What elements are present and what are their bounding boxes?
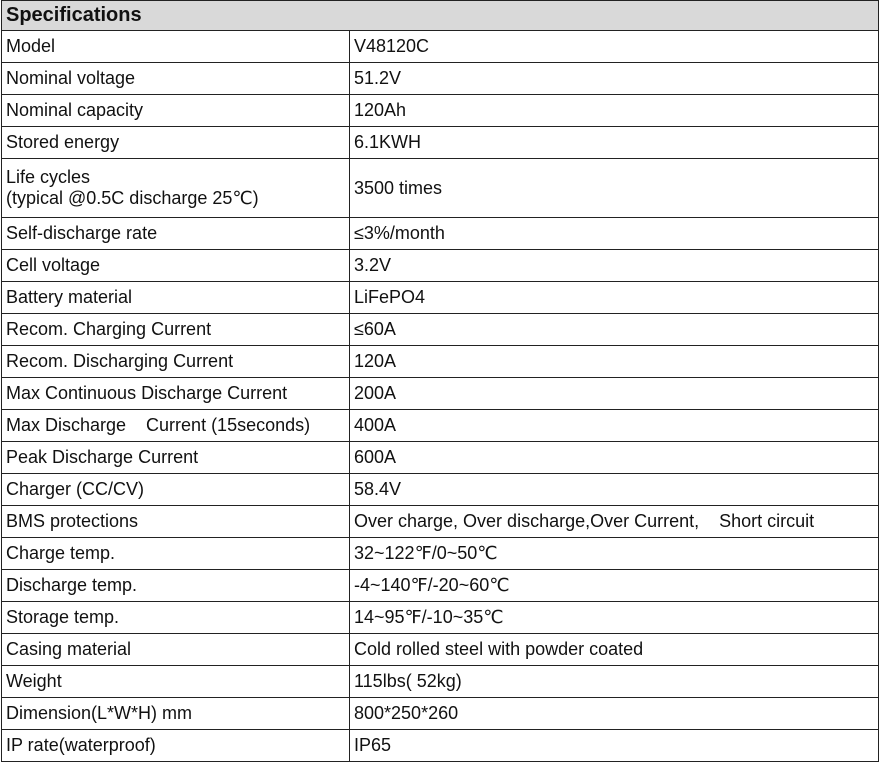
spec-value: 6.1KWH bbox=[350, 127, 879, 159]
table-row bbox=[2, 442, 879, 474]
spec-label: Casing material bbox=[2, 634, 350, 666]
spec-label: Recom. Charging Current bbox=[2, 314, 350, 346]
spec-label: Charge temp. bbox=[2, 538, 350, 570]
table-row bbox=[2, 218, 879, 250]
table-row bbox=[2, 282, 879, 314]
spec-label: BMS protections bbox=[2, 506, 350, 538]
spec-label: Nominal capacity bbox=[2, 95, 350, 127]
table-row bbox=[2, 346, 879, 378]
spec-label: Dimension(L*W*H) mm bbox=[2, 698, 350, 730]
table-row bbox=[2, 666, 879, 698]
spec-value: LiFePO4 bbox=[350, 282, 879, 314]
spec-label: Charger (CC/CV) bbox=[2, 474, 350, 506]
spec-value: 115lbs( 52kg) bbox=[350, 666, 879, 698]
table-row bbox=[2, 474, 879, 506]
spec-value: 58.4V bbox=[350, 474, 879, 506]
table-title: Specifications bbox=[2, 1, 879, 31]
spec-value: 3.2V bbox=[350, 250, 879, 282]
table-row bbox=[2, 314, 879, 346]
table-row bbox=[2, 538, 879, 570]
spec-label: Battery material bbox=[2, 282, 350, 314]
spec-label: IP rate(waterproof) bbox=[2, 730, 350, 762]
spec-value: IP65 bbox=[350, 730, 879, 762]
spec-label-main: Life cycles bbox=[6, 167, 91, 187]
table-header-row bbox=[2, 1, 879, 31]
table-row bbox=[2, 378, 879, 410]
spec-value: 120A bbox=[350, 346, 879, 378]
table-row bbox=[2, 570, 879, 602]
spec-value: 800*250*260 bbox=[350, 698, 879, 730]
spec-label: Recom. Discharging Current bbox=[2, 346, 350, 378]
spec-value: 32~122℉/0~50℃ bbox=[350, 538, 879, 570]
spec-label bbox=[2, 159, 350, 218]
table-row bbox=[2, 127, 879, 159]
table-row bbox=[2, 159, 879, 218]
spec-value: 3500 times bbox=[350, 159, 879, 218]
specifications-table bbox=[1, 0, 879, 762]
spec-label: Storage temp. bbox=[2, 602, 350, 634]
spec-value: 400A bbox=[350, 410, 879, 442]
table-row bbox=[2, 698, 879, 730]
spec-label: Weight bbox=[2, 666, 350, 698]
spec-value: 200A bbox=[350, 378, 879, 410]
spec-label: Model bbox=[2, 31, 350, 63]
table-row bbox=[2, 250, 879, 282]
spec-value: Over charge, Over discharge,Over Current, Short circuit bbox=[350, 506, 879, 538]
spec-label: Cell voltage bbox=[2, 250, 350, 282]
table-row bbox=[2, 506, 879, 538]
spec-label: Stored energy bbox=[2, 127, 350, 159]
table-row bbox=[2, 410, 879, 442]
spec-label: Max Continuous Discharge Current bbox=[2, 378, 350, 410]
table-row bbox=[2, 95, 879, 127]
table-row bbox=[2, 634, 879, 666]
spec-value: Cold rolled steel with powder coated bbox=[350, 634, 879, 666]
spec-value: ≤60A bbox=[350, 314, 879, 346]
table-row bbox=[2, 63, 879, 95]
spec-value: -4~140℉/-20~60℃ bbox=[350, 570, 879, 602]
spec-value: 600A bbox=[350, 442, 879, 474]
spec-value: ≤3%/month bbox=[350, 218, 879, 250]
spec-label: Nominal voltage bbox=[2, 63, 350, 95]
spec-label: Peak Discharge Current bbox=[2, 442, 350, 474]
spec-label-note: (typical @0.5C discharge 25℃) bbox=[6, 188, 259, 208]
spec-label: Self-discharge rate bbox=[2, 218, 350, 250]
table-row bbox=[2, 31, 879, 63]
spec-value: 120Ah bbox=[350, 95, 879, 127]
spec-label: Max Discharge Current (15seconds) bbox=[2, 410, 350, 442]
spec-value: 51.2V bbox=[350, 63, 879, 95]
spec-label: Discharge temp. bbox=[2, 570, 350, 602]
table-row bbox=[2, 730, 879, 762]
spec-value: 14~95℉/-10~35℃ bbox=[350, 602, 879, 634]
table-row bbox=[2, 602, 879, 634]
spec-value: V48120C bbox=[350, 31, 879, 63]
